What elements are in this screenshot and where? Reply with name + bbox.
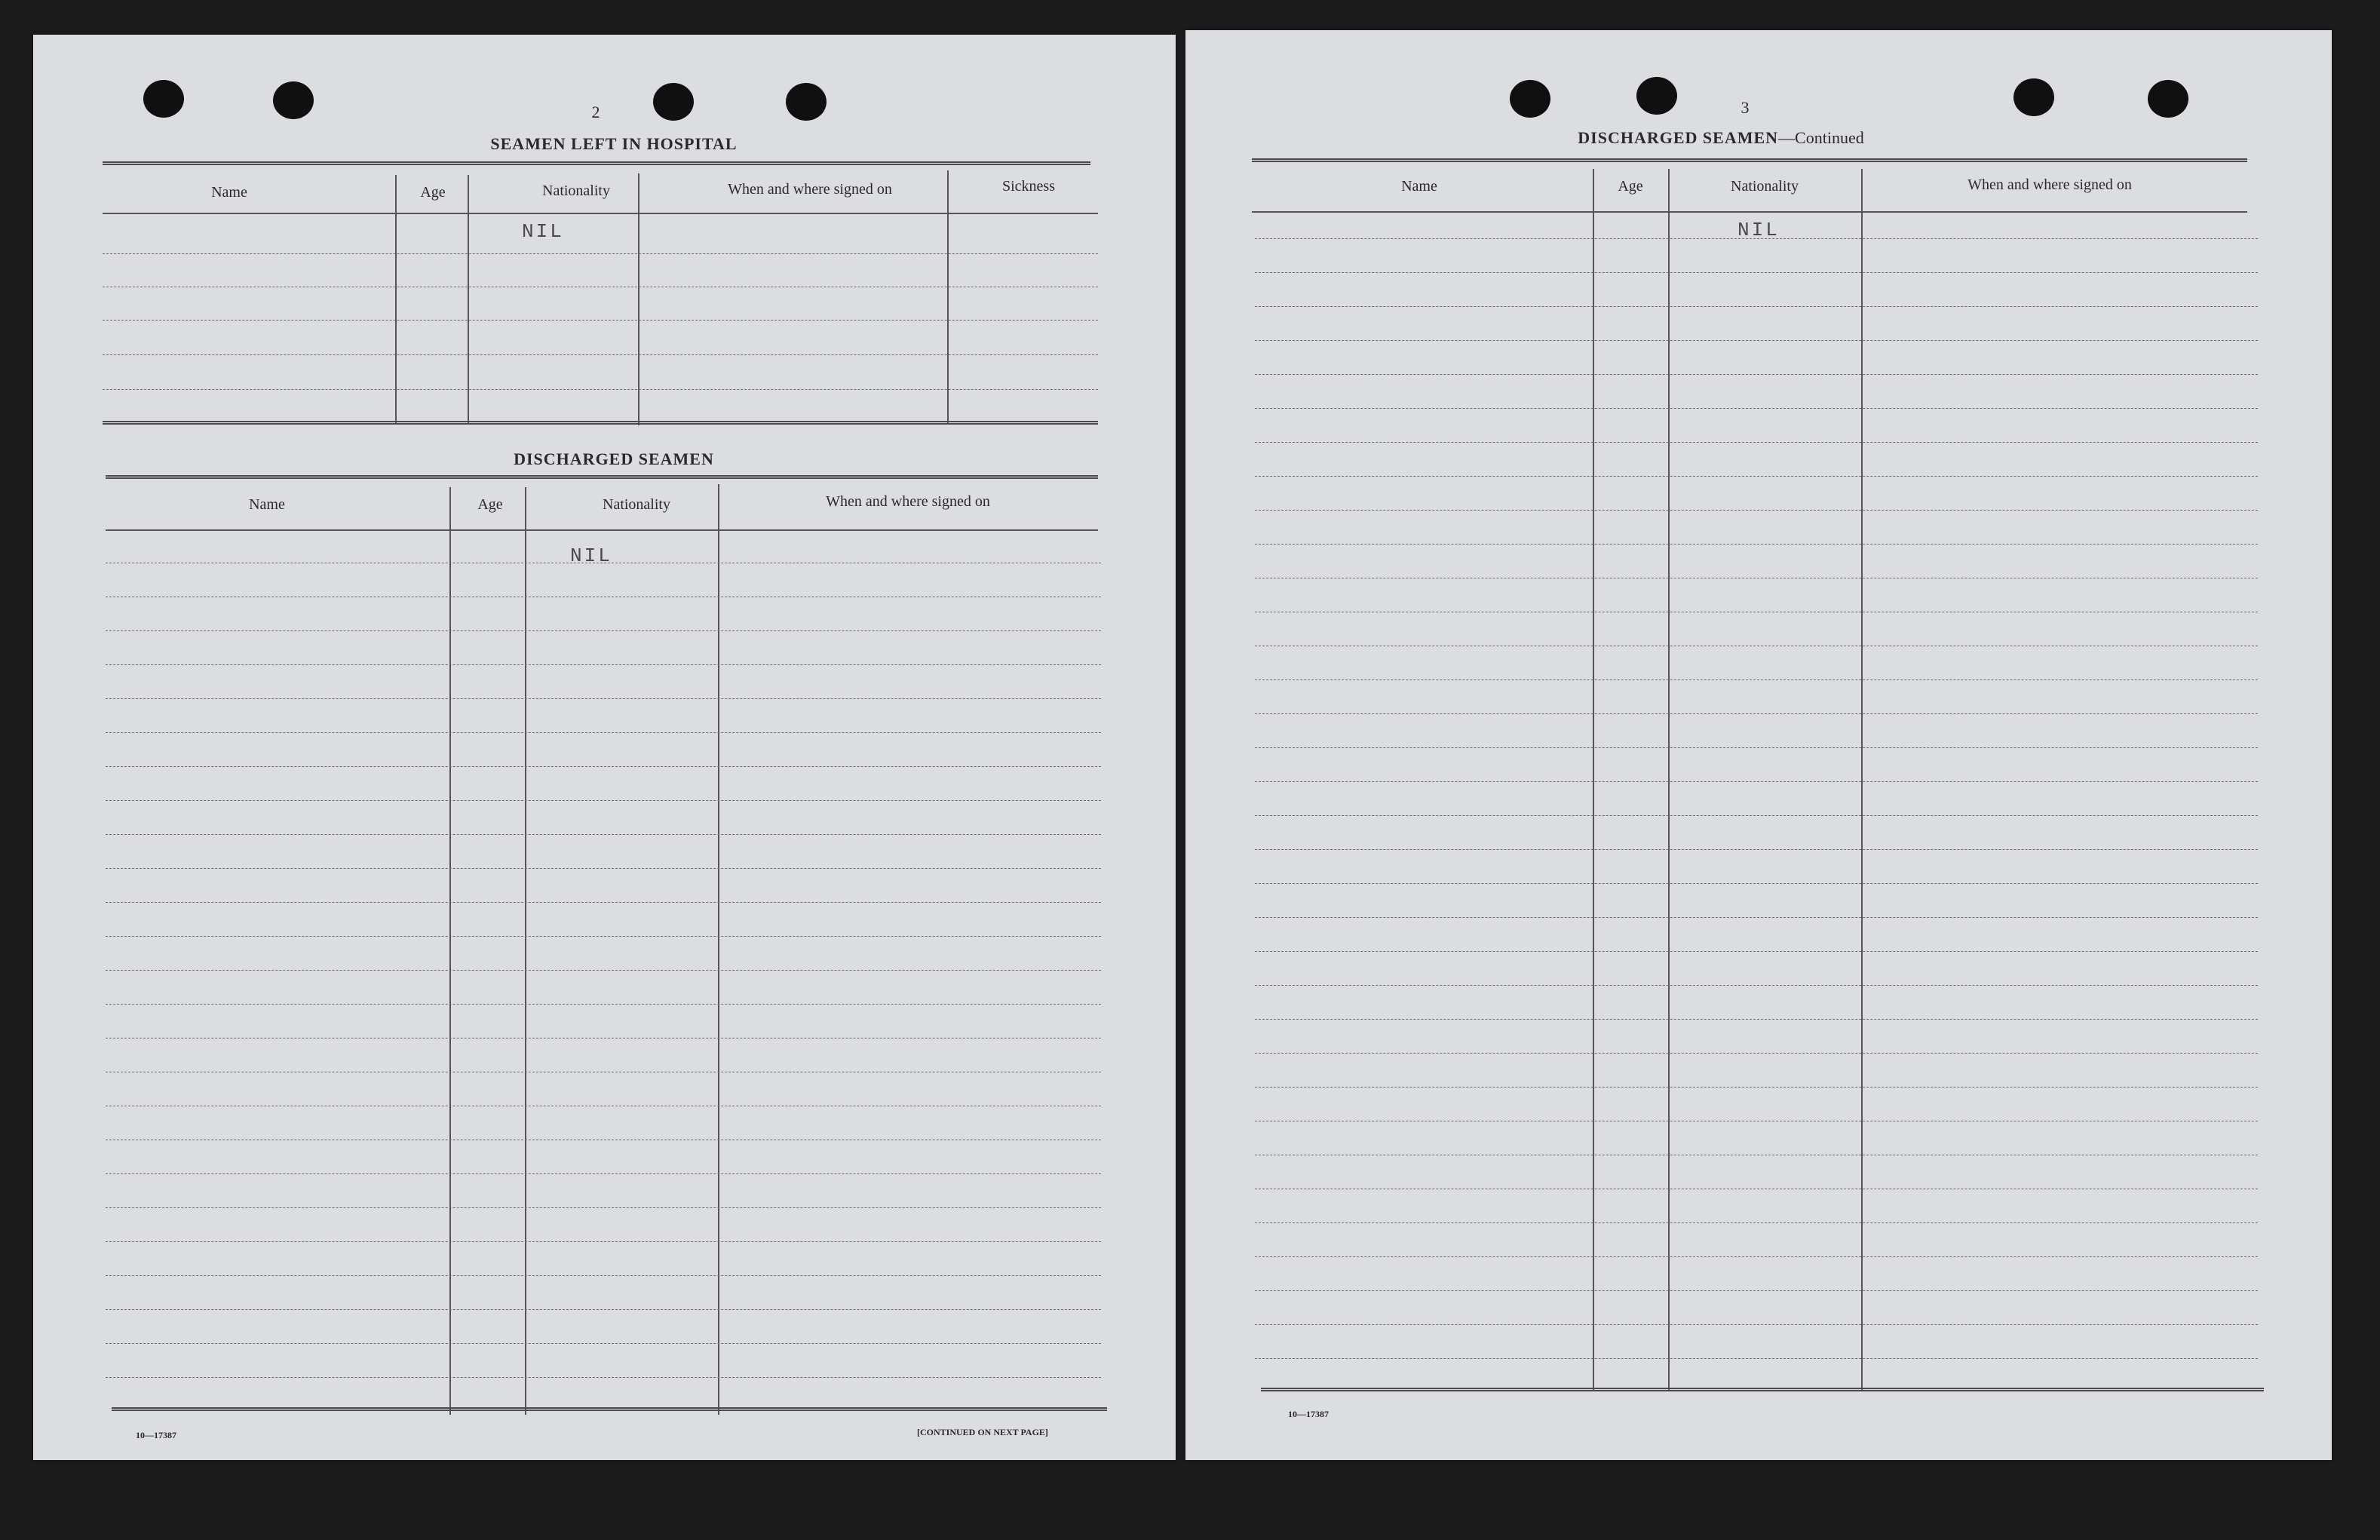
row-line bbox=[106, 1173, 1101, 1174]
col-when-where: When and where signed on bbox=[728, 181, 892, 198]
row-line bbox=[106, 698, 1101, 699]
row-line bbox=[106, 630, 1101, 631]
section-title-suffix: —Continued bbox=[1778, 128, 1864, 147]
col-name: Name bbox=[1401, 178, 1437, 195]
row-line bbox=[1255, 713, 2258, 714]
punch-hole bbox=[143, 80, 184, 118]
punch-hole bbox=[786, 83, 827, 121]
row-line bbox=[1255, 985, 2258, 986]
row-line bbox=[1255, 951, 2258, 952]
table-top-rule bbox=[106, 475, 1098, 479]
header-bottom-rule bbox=[103, 213, 1098, 214]
row-line bbox=[1255, 1358, 2258, 1359]
row-line bbox=[106, 766, 1101, 767]
row-line bbox=[1255, 374, 2258, 375]
form-code: 10—17387 bbox=[1288, 1409, 1329, 1419]
col-age: Age bbox=[1618, 178, 1643, 195]
col-divider bbox=[1668, 169, 1670, 1391]
continued-note: [CONTINUED ON NEXT PAGE] bbox=[917, 1427, 1048, 1437]
row-line bbox=[1255, 1019, 2258, 1020]
row-line bbox=[1255, 272, 2258, 273]
row-line bbox=[106, 834, 1101, 835]
row-line bbox=[106, 1241, 1101, 1242]
row-line bbox=[106, 970, 1101, 971]
header-bottom-rule bbox=[1252, 211, 2247, 213]
row-line bbox=[1255, 442, 2258, 443]
col-nationality: Nationality bbox=[542, 183, 610, 199]
row-line bbox=[1255, 815, 2258, 816]
row-line bbox=[103, 389, 1098, 390]
col-when-where: When and where signed on bbox=[1967, 176, 2132, 193]
row-line bbox=[1255, 306, 2258, 307]
col-name: Name bbox=[249, 496, 285, 513]
punch-hole bbox=[2148, 80, 2188, 118]
right-page bbox=[1185, 30, 2332, 1460]
table-top-rule bbox=[103, 161, 1090, 165]
row-line bbox=[106, 902, 1101, 903]
discharged-section-title: DISCHARGED SEAMEN bbox=[514, 449, 714, 468]
punch-hole bbox=[1636, 77, 1677, 115]
row-line bbox=[1255, 781, 2258, 782]
row-line bbox=[106, 664, 1101, 665]
row-line bbox=[106, 868, 1101, 869]
row-line bbox=[106, 936, 1101, 937]
row-line bbox=[1255, 1324, 2258, 1325]
row-line bbox=[106, 1275, 1101, 1276]
table-bottom-rule bbox=[103, 421, 1098, 425]
row-line bbox=[1255, 747, 2258, 748]
row-line bbox=[106, 800, 1101, 801]
col-age: Age bbox=[477, 496, 503, 513]
col-nationality: Nationality bbox=[1731, 178, 1799, 195]
row-line bbox=[1255, 476, 2258, 477]
row-line bbox=[1255, 1222, 2258, 1223]
col-nationality: Nationality bbox=[603, 496, 670, 513]
form-code: 10—17387 bbox=[136, 1430, 176, 1440]
row-line bbox=[1255, 883, 2258, 884]
row-line bbox=[1255, 238, 2258, 239]
table-bottom-rule bbox=[112, 1407, 1107, 1411]
table-top-rule bbox=[1252, 158, 2247, 162]
col-when-where: When and where signed on bbox=[826, 493, 990, 510]
punch-hole bbox=[653, 83, 694, 121]
col-divider bbox=[468, 175, 469, 424]
row-line bbox=[1255, 544, 2258, 545]
hospital-section-title: SEAMEN LEFT IN HOSPITAL bbox=[490, 134, 738, 153]
row-line bbox=[1255, 917, 2258, 918]
col-name: Name bbox=[211, 184, 247, 201]
col-sickness: Sickness bbox=[1002, 178, 1055, 195]
row-line bbox=[106, 1343, 1101, 1344]
row-line bbox=[1255, 1256, 2258, 1257]
page-number: 2 bbox=[591, 103, 600, 121]
row-line bbox=[1255, 1087, 2258, 1088]
row-line bbox=[1255, 510, 2258, 511]
punch-hole bbox=[2013, 78, 2054, 116]
row-line bbox=[103, 354, 1098, 355]
punch-hole bbox=[273, 81, 314, 119]
row-line bbox=[103, 320, 1098, 321]
discharged-continued-entry: NIL bbox=[1737, 219, 1780, 241]
header-bottom-rule bbox=[106, 529, 1098, 531]
page-number: 3 bbox=[1741, 98, 1750, 117]
row-line bbox=[106, 1377, 1101, 1378]
row-line bbox=[106, 1207, 1101, 1208]
row-line bbox=[106, 1309, 1101, 1310]
table-bottom-rule bbox=[1261, 1388, 2264, 1391]
col-divider bbox=[947, 170, 949, 424]
col-divider bbox=[1861, 169, 1863, 1391]
row-line bbox=[103, 253, 1098, 254]
col-age: Age bbox=[420, 184, 446, 201]
row-line bbox=[1255, 340, 2258, 341]
row-line bbox=[106, 732, 1101, 733]
section-title-main: DISCHARGED SEAMEN bbox=[1578, 128, 1779, 147]
punch-hole bbox=[1510, 80, 1550, 118]
col-divider bbox=[638, 173, 639, 425]
row-line bbox=[1255, 1290, 2258, 1291]
row-line bbox=[1255, 408, 2258, 409]
discharged-entry: NIL bbox=[570, 545, 612, 567]
hospital-entry: NIL bbox=[522, 220, 564, 243]
row-line bbox=[106, 1004, 1101, 1005]
col-divider bbox=[395, 175, 397, 424]
left-page bbox=[33, 35, 1176, 1460]
row-line bbox=[1255, 849, 2258, 850]
col-divider bbox=[1593, 169, 1594, 1391]
row-line bbox=[1255, 1053, 2258, 1054]
section-title bbox=[1547, 128, 1894, 148]
